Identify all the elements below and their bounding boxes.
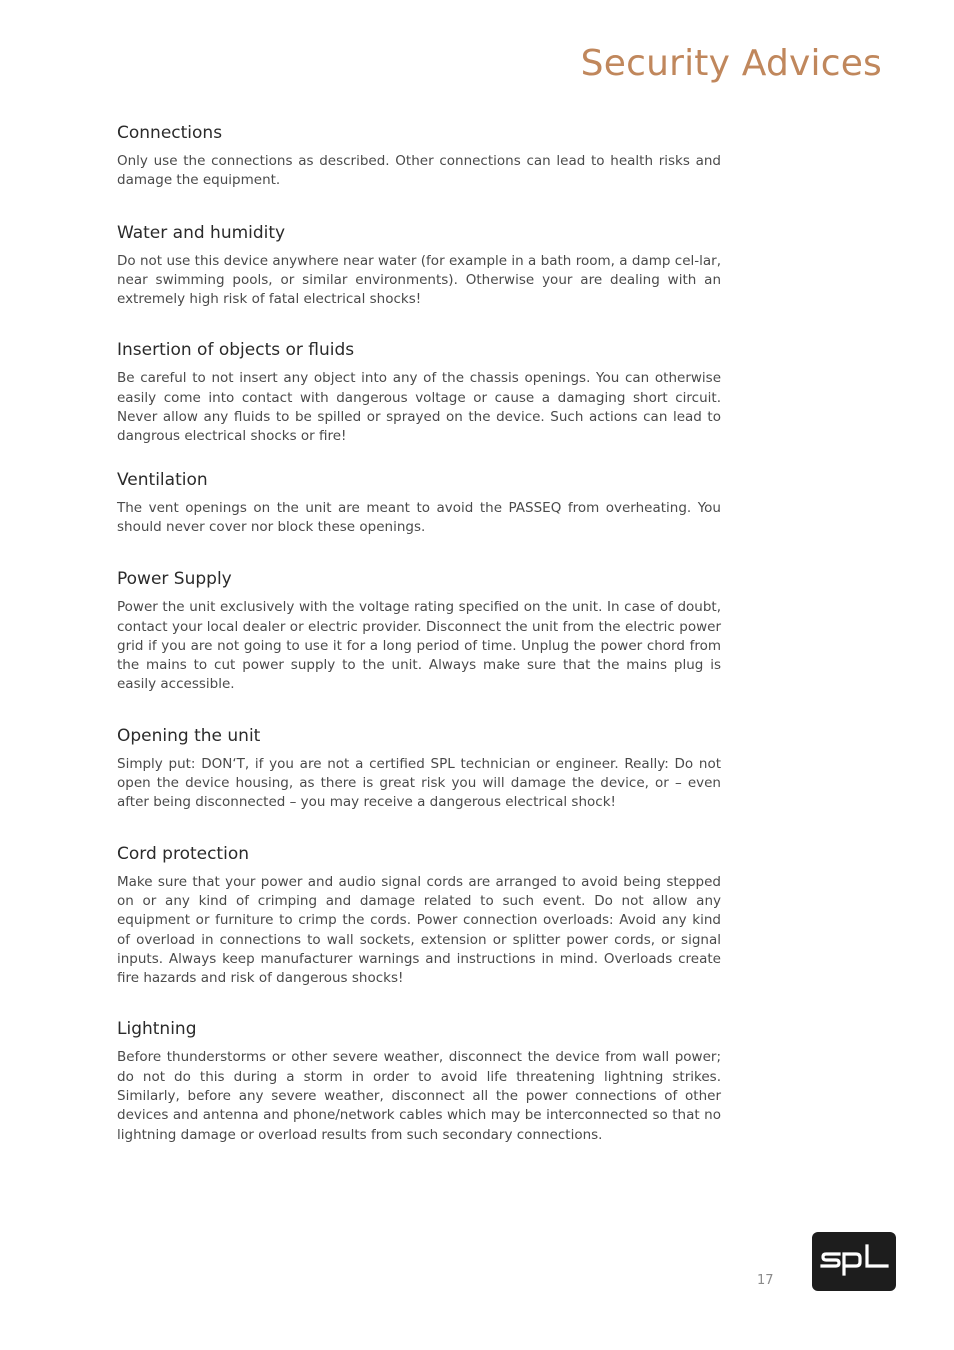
section-heading: Water and humidity bbox=[117, 222, 286, 243]
spl-logo-icon bbox=[812, 1232, 896, 1291]
section-insertion-of-objects bbox=[117, 339, 721, 446]
page-number: 17 bbox=[757, 1273, 774, 1288]
document-body bbox=[117, 122, 721, 1145]
section-heading: Insertion of objects or fluids bbox=[117, 340, 355, 361]
section-connections bbox=[117, 122, 721, 191]
section-body: Simply put: DON‘T, if you are not a certified SPL technician or engineer. Really: Do not open the device housing, as there is great risk you will damage the device, or – even after being disconnected – you may receive a dangerous electrical shock! bbox=[117, 755, 721, 811]
section-ventilation bbox=[117, 469, 721, 538]
section-heading: Connections bbox=[117, 123, 223, 143]
section-power-supply bbox=[117, 568, 721, 694]
section-opening-the-unit bbox=[117, 725, 721, 813]
section-heading: Cord protection bbox=[117, 843, 249, 864]
section-heading: Opening the unit bbox=[117, 725, 261, 746]
section-lightning bbox=[117, 1018, 721, 1144]
section-water-and-humidity bbox=[117, 222, 721, 310]
page-title: Security Advices bbox=[580, 43, 882, 84]
section-body: Before thunderstorms or other severe weather, disconnect the device from wall power; do not do this during a storm in order to avoid life threatening lightning strikes. Similarly, before any severe weather, disconnect all the power connections of other devices and antenna and phone/network cables which may be interconnected so that no lightning damage or overload results from such secondary connections. bbox=[117, 1049, 721, 1143]
section-body: Do not use this device anywhere near water (for example in a bath room, a damp cel-lar, near swimming pools, or similar environments). Otherwise your are dealing with an extremely high risk of fatal electrical shocks! bbox=[117, 252, 721, 308]
section-heading: Lightning bbox=[117, 1019, 197, 1040]
section-cord-protection bbox=[117, 843, 721, 989]
section-heading: Power Supply bbox=[117, 569, 232, 590]
section-body: Only use the connections as described. Other connections can lead to health risks and damage the equipment. bbox=[117, 153, 721, 189]
section-heading: Ventilation bbox=[117, 469, 208, 490]
section-body: The vent openings on the unit are meant to avoid the PASSEQ from overheating. You should never cover nor block these openings. bbox=[117, 499, 721, 535]
section-body: Power the unit exclusively with the voltage rating specified on the unit. In case of doubt, contact your local dealer or electric provider. Disconnect the unit from the electric power grid if you are not going to use it for a long period of time. Unplug the power chord from the mains to cut power supply to the unit. Always make sure that the mains plug is easily accessible. bbox=[117, 599, 721, 693]
spl-logo bbox=[812, 1232, 896, 1291]
section-body: Make sure that your power and audio signal cords are arranged to avoid being stepped on or any kind of crimping and damage related to such event. Do not allow any equipment or furniture to crimp the cords. Power connection overloads: Avoid any kind of overload in connections to wall sockets, extension or splitter power cords, or signal inputs. Always keep manufacturer warnings and instructions in mind. Overloads create fire hazards and risk of dangerous shocks! bbox=[117, 873, 721, 987]
section-body: Be careful to not insert any object into any of the chassis openings. You can otherwise easily come into contact with dangerous voltage or cause a damaging short circuit. Never allow any fluids to be spilled or sprayed on the device. Such actions can lead to dangrous electrical shocks or fire! bbox=[117, 370, 721, 445]
